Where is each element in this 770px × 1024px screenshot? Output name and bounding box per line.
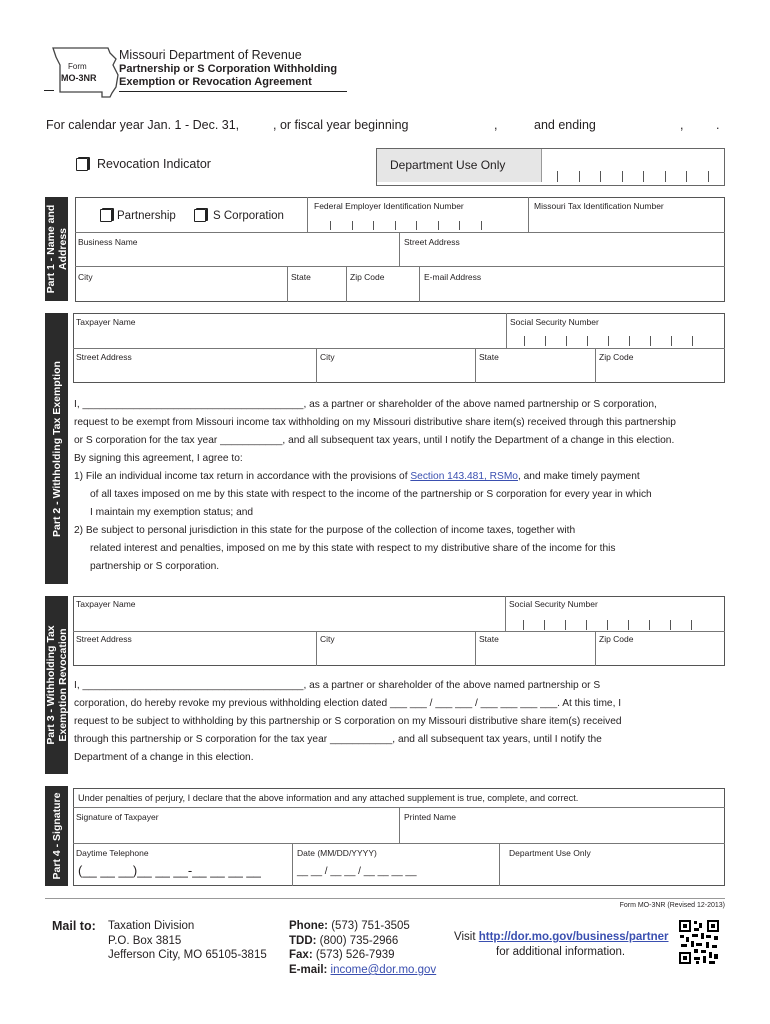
part4-divider	[399, 807, 400, 843]
part1-divider	[346, 266, 347, 302]
contact-fax	[289, 949, 395, 961]
part1-street-label: Street Address	[404, 237, 460, 247]
website-link[interactable]: http://dor.mo.gov/business/partner	[478, 931, 669, 943]
part1-divider	[307, 197, 308, 232]
digit-divider	[692, 336, 693, 346]
fax-number: (573) 526-7939	[315, 949, 395, 961]
partnership-checkbox[interactable]	[100, 209, 112, 222]
daytime-phone-label: Daytime Telephone	[76, 848, 149, 858]
revocation-label: Revocation Indicator	[97, 157, 211, 171]
part1-sidebar	[45, 197, 68, 301]
part3-row-line	[73, 631, 725, 632]
part4-sidebar-label: Part 4 - Signature	[50, 792, 63, 880]
calendar-year-text: For calendar year Jan. 1 - Dec. 31,	[46, 118, 240, 132]
part3-line: request to be subject to withholding by this partnership or S corporation on my Missouri distributive share item(s) received	[74, 716, 622, 727]
part3-taxpayer-name-label: Taxpayer Name	[76, 599, 136, 609]
part3-divider	[475, 631, 476, 666]
digit-divider	[459, 221, 460, 230]
part4-divider	[292, 843, 293, 886]
footer-rule	[45, 898, 725, 899]
part2-zip-label: Zip Code	[599, 352, 634, 362]
part2-sidebar	[45, 313, 68, 584]
part2-item1-pre: 1) File an individual income tax return in accordance with the provisions of	[74, 471, 408, 482]
part2-row-line	[73, 348, 725, 349]
part1-divider	[528, 197, 529, 232]
ending-text: and ending	[534, 118, 596, 132]
visit-text: Visit	[454, 931, 476, 943]
part1-row-line	[75, 232, 725, 233]
digit-divider	[608, 336, 609, 346]
digit-divider	[686, 171, 687, 182]
s-corporation-label: S Corporation	[213, 210, 284, 222]
mailing-address-1: Taxation Division	[108, 920, 195, 932]
part2-divider	[595, 348, 596, 383]
form-title-line2: Exemption or Revocation Agreement	[119, 76, 312, 88]
contact-email	[289, 964, 436, 976]
part2-line: partnership or S corporation.	[90, 561, 220, 572]
digit-divider	[579, 171, 580, 182]
part2-line: request to be exempt from Missouri income tax withholding on my Missouri distributive share item(s) received through this partnership	[74, 417, 676, 428]
printed-name-label: Printed Name	[404, 812, 456, 822]
digit-divider	[622, 171, 623, 182]
part1-divider	[287, 266, 288, 302]
part4-sidebar	[45, 786, 68, 886]
part1-sidebar-label: Part 1 - Name and Address	[44, 204, 69, 294]
part2-agreement-text	[74, 396, 720, 576]
period-comma-1: ,	[494, 118, 498, 132]
digit-divider	[607, 620, 608, 630]
part2-divider	[316, 348, 317, 383]
digit-divider	[438, 221, 439, 230]
digit-divider	[565, 620, 566, 630]
part3-divider	[316, 631, 317, 666]
contact-tdd	[289, 935, 398, 947]
part3-sidebar-line2: Exemption Revocation	[56, 628, 69, 742]
part2-street-label: Street Address	[76, 352, 132, 362]
department-use-text: Department Use Only	[390, 158, 506, 172]
digit-divider	[628, 620, 629, 630]
part2-line: or S corporation for the tax year ___________, and all subsequent tax years, until I notify the Department of a change in this election.	[74, 435, 675, 446]
digit-divider	[481, 221, 482, 230]
email-label: E-mail:	[289, 964, 328, 976]
email-link[interactable]: income@dor.mo.gov	[330, 964, 437, 976]
part3-street-label: Street Address	[76, 634, 132, 644]
part4-row-line	[73, 843, 725, 844]
digit-divider	[600, 171, 601, 182]
part3-divider	[595, 631, 596, 666]
part3-sidebar-line1: Part 3 - Withholding Tax	[44, 625, 57, 745]
part1-divider	[419, 266, 420, 302]
part1-state-label: State	[291, 272, 311, 282]
digit-divider	[665, 171, 666, 182]
digit-divider	[395, 221, 396, 230]
phone-label: Phone:	[289, 920, 328, 932]
part4-divider	[499, 843, 500, 886]
phone-field[interactable]: (__ __ __)__ __ __-__ __ __ __	[78, 863, 261, 878]
part1-divider	[399, 232, 400, 266]
statute-link[interactable]: Section 143.481, RSMo	[410, 471, 518, 482]
tdd-number: (800) 735-2966	[319, 935, 399, 947]
partnership-label: Partnership	[117, 210, 176, 222]
part2-sidebar-label: Part 2 - Withholding Tax Exemption	[50, 360, 63, 537]
business-name-label: Business Name	[78, 237, 138, 247]
digit-divider	[352, 221, 353, 230]
part2-item1-line	[74, 468, 720, 486]
s-corporation-checkbox[interactable]	[194, 209, 206, 222]
form-number: MO-3NR	[61, 73, 97, 83]
digit-divider	[670, 620, 671, 630]
part2-state-label: State	[479, 352, 499, 362]
form-title-line1: Partnership or S Corporation Withholding	[119, 63, 338, 75]
part2-line: 2) Be subject to personal jurisdiction in this state for the purpose of the collection of income taxes, together with	[74, 525, 576, 536]
part2-line: of all taxes imposed on me by this state with respect to the income of the partnership or S corporation for every year in which	[90, 489, 652, 500]
digit-divider	[373, 221, 374, 230]
part2-line: I maintain my exemption status; and	[90, 507, 254, 518]
digit-divider	[416, 221, 417, 230]
digit-divider	[671, 336, 672, 346]
part3-sidebar	[45, 596, 68, 774]
mo-tax-id-label: Missouri Tax Identification Number	[534, 201, 664, 211]
contact-phone	[289, 920, 410, 932]
part3-divider	[505, 596, 506, 631]
phone-number: (573) 751-3505	[331, 920, 410, 932]
additional-info-text: for additional information.	[496, 946, 626, 958]
part3-line: corporation, do hereby revoke my previous withholding election dated ___ ___ / ___ ___ / ___ ___ ___ ___. At this time, I	[74, 698, 622, 709]
visit-line	[454, 931, 669, 943]
mailing-address-2: P.O. Box 3815	[108, 935, 182, 947]
part2-line: related interest and penalties, imposed on me by this state with respect to my distributive share of the income for this	[90, 543, 616, 554]
digit-divider	[650, 336, 651, 346]
digit-divider	[524, 336, 525, 346]
part2-city-label: City	[320, 352, 335, 362]
part3-city-label: City	[320, 634, 335, 644]
mailing-address-3: Jefferson City, MO 65105-3815	[108, 949, 267, 961]
digit-divider	[691, 620, 692, 630]
part2-ssn-label: Social Security Number	[510, 317, 599, 327]
fiscal-year-text: , or fiscal year beginning	[273, 118, 409, 132]
qr-code-icon	[678, 919, 720, 965]
part3-sidebar-label	[45, 625, 69, 744]
agency-name: Missouri Department of Revenue	[119, 48, 302, 62]
part1-row-line	[75, 266, 725, 267]
date-field[interactable]: __ __ / __ __ / __ __ __ __	[297, 866, 417, 877]
digit-divider	[566, 336, 567, 346]
part1-zip-label: Zip Code	[350, 272, 385, 282]
part3-line: I, _______________________________________, as a partner or shareholder of the above named partnership or S	[74, 680, 601, 691]
form-label: Form	[68, 62, 87, 71]
part2-line: I, _______________________________________, as a partner or shareholder of the above named partnership or S corporation,	[74, 399, 657, 410]
digit-divider	[330, 221, 331, 230]
part3-state-label: State	[479, 634, 499, 644]
part3-line: Department of a change in this election.	[74, 752, 254, 763]
mail-to-label: Mail to:	[52, 919, 96, 933]
digit-divider	[629, 336, 630, 346]
part2-divider	[506, 313, 507, 348]
signature-label: Signature of Taxpayer	[76, 812, 159, 822]
title-underline	[119, 91, 347, 92]
part2-line: By signing this agreement, I agree to:	[74, 453, 243, 464]
digit-divider	[649, 620, 650, 630]
fax-label: Fax:	[289, 949, 313, 961]
part1-city-label: City	[78, 272, 93, 282]
part3-revocation-text	[74, 677, 720, 767]
part2-divider	[475, 348, 476, 383]
part4-dept-use-label: Department Use Only	[509, 848, 591, 858]
digit-divider	[544, 620, 545, 630]
header-dash	[44, 90, 54, 91]
digit-divider	[586, 620, 587, 630]
date-label: Date (MM/DD/YYYY)	[297, 848, 377, 858]
period-dot: .	[716, 118, 720, 132]
digit-divider	[708, 171, 709, 182]
fein-label: Federal Employer Identification Number	[314, 201, 464, 211]
perjury-statement: Under penalties of perjury, I declare that the above information and any attached supplement is true, complete, and correct.	[78, 793, 579, 803]
digit-divider	[545, 336, 546, 346]
part2-item1-post: , and make timely payment	[517, 471, 640, 482]
period-comma-2: ,	[680, 118, 684, 132]
part1-email-label: E-mail Address	[424, 272, 482, 282]
part2-taxpayer-name-label: Taxpayer Name	[76, 317, 136, 327]
part3-zip-label: Zip Code	[599, 634, 634, 644]
part3-line: through this partnership or S corporation for the tax year ___________, and all subsequent tax years, until I notify the	[74, 734, 602, 745]
digit-divider	[523, 620, 524, 630]
form-revision: Form MO-3NR (Revised 12-2013)	[619, 902, 725, 909]
digit-divider	[643, 171, 644, 182]
tdd-label: TDD:	[289, 935, 317, 947]
part3-ssn-label: Social Security Number	[509, 599, 598, 609]
digit-divider	[557, 171, 558, 182]
digit-divider	[587, 336, 588, 346]
revocation-checkbox[interactable]	[76, 158, 88, 171]
